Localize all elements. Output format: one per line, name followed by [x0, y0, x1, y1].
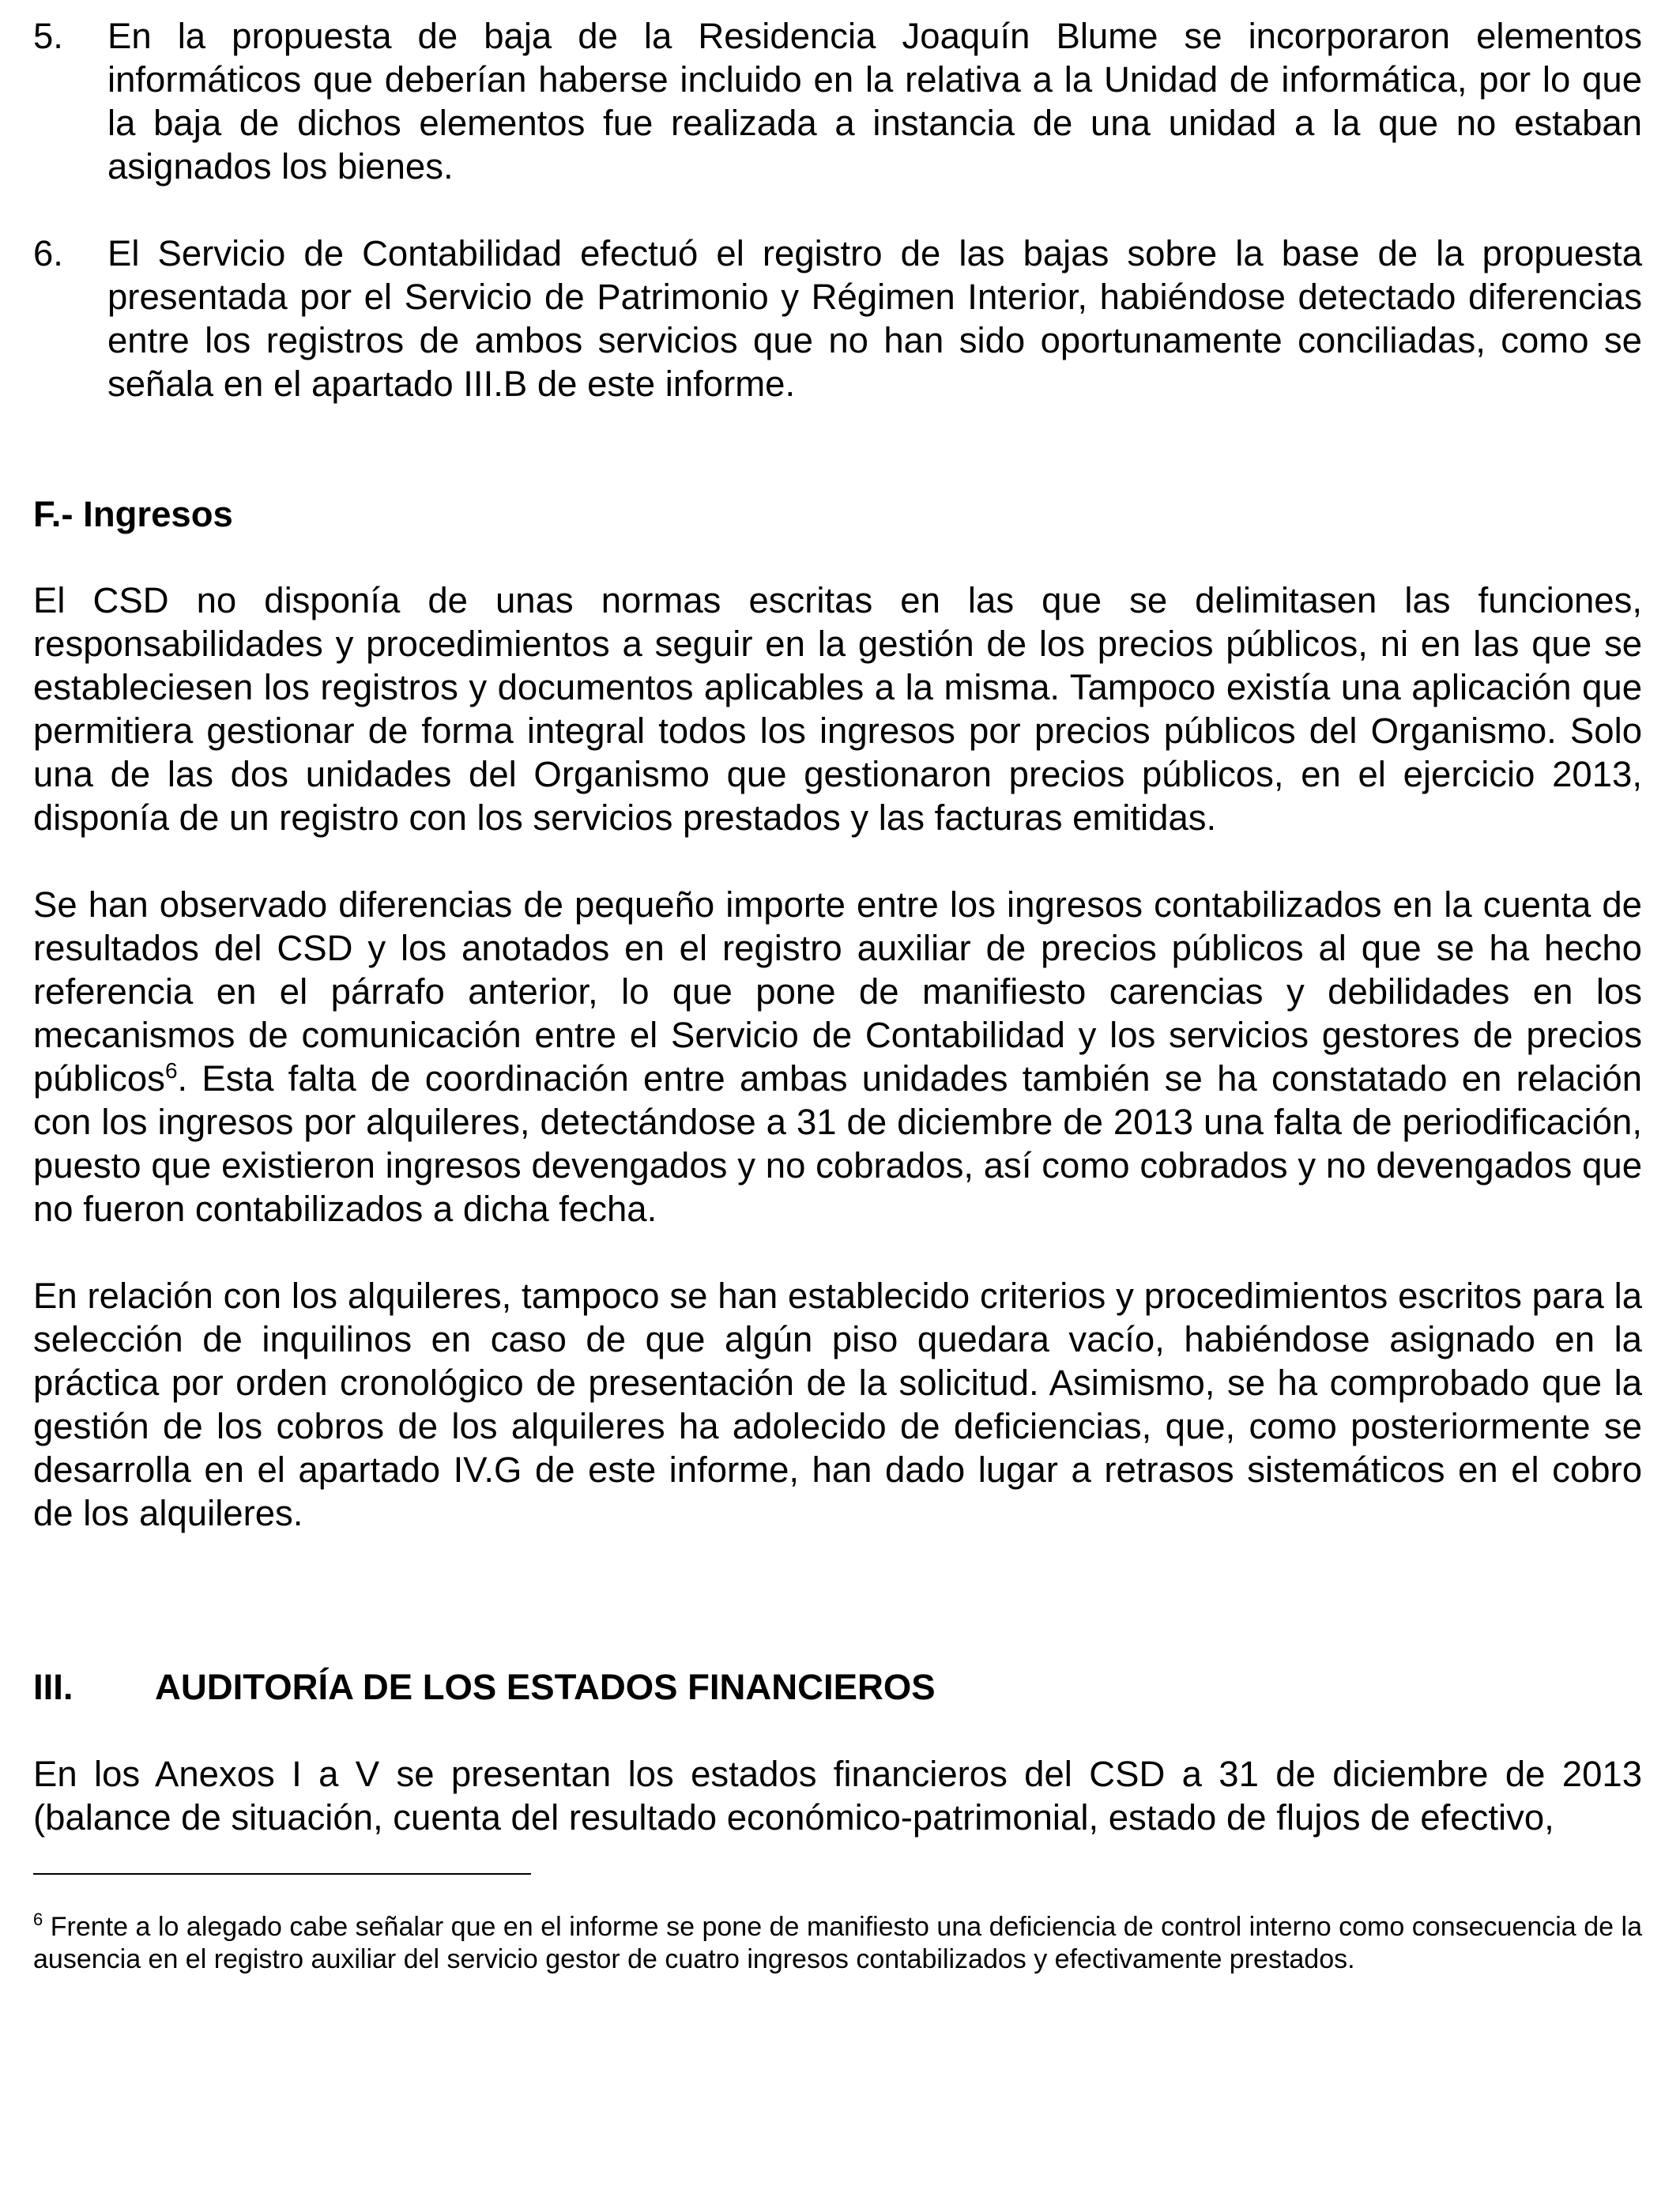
paragraph [33, 883, 1642, 1231]
list-item-text: En la propuesta de baja de la Residencia Joaquín Blume se incorporaron elementos informáticos que deberían haberse incluido en la relativa a la Unidad de informática, por lo que la baja de dichos elementos fue realizada a instancia de una unidad a la que no estaban asignados los bienes. [107, 16, 1642, 187]
footnote-text: Frente a lo alegado cabe señalar que en el informe se pone de manifiesto una deficiencia de control interno como consecuencia de la ausencia en el registro auxiliar del servicio gestor de cuatro ingresos contabilizados y efectivamente prestados. [33, 1912, 1642, 1974]
footnote [33, 1911, 1642, 1976]
paragraph: El CSD no disponía de unas normas escritas en las que se delimitasen las funciones, responsabilidades y procedimientos a seguir en la gestión de los precios públicos, ni en las que se estableciesen los registros y documentos aplicables a la misma. Tampoco existía una aplicación que permitiera gestionar de forma integral todos los ingresos por precios públicos del Organismo. Solo una de las dos unidades del Organismo que gestionaron precios públicos, en el ejercicio 2013, disponía de un registro con los servicios prestados y las facturas emitidas. [33, 580, 1642, 838]
list-number: 6. [33, 233, 63, 273]
footnote-separator [33, 1873, 531, 1875]
section-heading-auditoria [33, 1665, 1642, 1709]
paragraph-text: Se han observado diferencias de pequeño importe entre los ingresos contabilizados en la cuenta de resultados del CSD y los anotados en el registro auxiliar de precios públicos al que se ha hecho referencia en el párrafo anterior, lo que pone de manifiesto carencias y debilidades en los mecanismos de comunicación entre el Servicio de Contabilidad y los servicios gestores de precios públicos [33, 884, 1642, 1099]
list-item [33, 14, 1642, 188]
paragraph: En los Anexos I a V se presentan los estados financieros del CSD a 31 de diciembre de 2013 (balance de situación, cuenta del resultado económico-patrimonial, estado de flujos de efectivo, [33, 1754, 1642, 1838]
footnote-reference[interactable]: 6 [164, 1058, 178, 1083]
section-title: AUDITORÍA DE LOS ESTADOS FINANCIEROS [155, 1667, 936, 1707]
list-number: 5. [33, 16, 63, 56]
list-item-text: El Servicio de Contabilidad efectuó el registro de las bajas sobre la base de la propuesta presentada por el Servicio de Patrimonio y Régimen Interior, habiéndose detectado diferencias entre los registros de ambos servicios que no han sido oportunamente conciliadas, como se señala en el apartado III.B de este informe. [107, 233, 1642, 404]
section-heading-ingresos: F.- Ingresos [33, 494, 233, 534]
footnote-number: 6 [33, 1909, 43, 1929]
list-item [33, 232, 1642, 405]
paragraph-text: . Esta falta de coordinación entre ambas unidades también se ha constatado en relación con los ingresos por alquileres, detectándose a 31 de diciembre de 2013 una falta de periodificación, puesto que existieron ingresos devengados y no cobrados, así como cobrados y no devengados que no fueron contabilizados a dicha fecha. [33, 1058, 1642, 1229]
section-number: III. [33, 1667, 73, 1707]
document-page [33, 14, 1642, 1976]
paragraph: En relación con los alquileres, tampoco se han establecido criterios y procedimientos escritos para la selección de inquilinos en caso de que algún piso quedara vacío, habiéndose asignado en la práctica por orden cronológico de presentación de la solicitud. Asimismo, se ha comprobado que la gestión de los cobros de los alquileres ha adolecido de deficiencias, que, como posteriormente se desarrolla en el apartado IV.G de este informe, han dado lugar a retrasos sistemáticos en el cobro de los alquileres. [33, 1276, 1642, 1533]
